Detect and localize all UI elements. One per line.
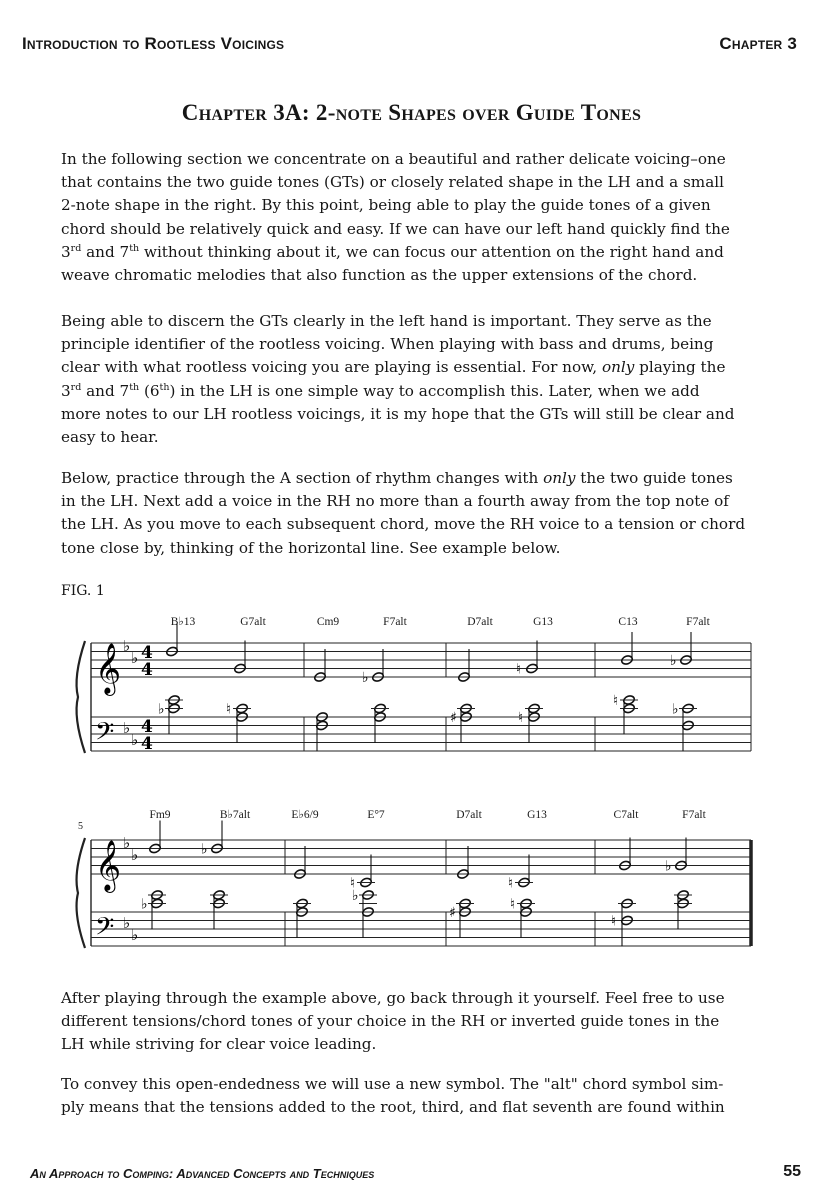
accidental: ♮ [516,661,522,678]
accidental: ♮ [226,701,232,718]
text-line: 2-note shape in the right. By this point, being able to play the guide tones of a given [61,196,711,215]
chord-symbol: E♭6/9 [291,809,319,821]
figure-label: FIG. 1 [61,583,105,599]
music-system [77,809,751,948]
key-signature-flat: ♭ [131,926,139,944]
text-line: clear with what rootless voicing you are playing is essential. For now, only playing the [61,358,726,377]
text-line: To convey this open-endedness we will use a new symbol. The "alt" chord symbol sim- [61,1075,724,1093]
music-system [77,616,751,754]
key-signature-flat: ♭ [123,637,131,655]
chord-symbol: G13 [527,809,547,821]
chord-symbol: G7alt [240,616,266,628]
accidental: ♮ [350,875,356,892]
footer-book-title: An Approach to Comping: Advanced Concepts and Techniques [30,1166,375,1181]
running-header-left: Introduction to Rootless Voicings [22,34,285,53]
time-signature: 4 [141,717,153,737]
chord-symbol: F7alt [686,616,710,628]
key-signature-flat: ♭ [123,834,131,852]
text-line: In the following section we concentrate on a beautiful and rather delicate voicing–one [61,150,726,168]
measure-number: 5 [78,821,83,832]
accidental: ♭ [158,701,165,718]
brace [77,838,85,948]
time-signature: 4 [141,643,153,663]
running-header-right: Chapter 3 [719,34,797,53]
key-signature-flat: ♭ [131,649,139,667]
chord-symbol: C13 [618,616,638,628]
chord-symbol: F7alt [682,809,706,821]
time-signature: 4 [141,734,153,754]
accidental: ♮ [613,693,619,709]
accidental: ♯ [449,905,456,921]
accidental: ♭ [670,653,677,669]
chord-symbol: B♭13 [170,616,196,628]
text-line: Being able to discern the GTs clearly in the left hand is important. They serve as the [61,312,712,330]
chord-symbol: G13 [533,616,553,628]
accidental: ♭ [672,701,679,718]
key-signature-flat: ♭ [131,846,139,864]
time-signature: 4 [141,660,153,680]
treble-clef: 𝄞 [95,643,122,694]
chord-symbol: Cm9 [316,616,340,628]
paragraph-5 [61,1073,761,1119]
accidental: ♭ [201,841,208,858]
text-line: ply means that the tensions added to the root, third, and flat seventh are found within [61,1098,725,1117]
chord-symbol: B♭7alt [219,809,251,821]
text-line: that contains the two guide tones (GTs) or closely related shape in the LH and a small [61,173,724,192]
text-line: easy to hear. [61,428,159,447]
accidental: ♭ [665,858,672,875]
paragraph-3 [61,467,761,560]
paragraph-2 [61,310,761,449]
text-line: more notes to our LH rootless voicings, it is my hope that the GTs will still be clear and [61,404,735,423]
text-line: 3rd and 7th without thinking about it, we can focus our attention on the right hand and [61,242,724,261]
paragraph-4 [61,987,761,1057]
page-number: 55 [783,1163,801,1180]
chapter-title: Chapter 3A: 2-note Shapes over Guide Tones [181,100,642,125]
chord-symbol: E°7 [367,809,385,821]
text-line: tone close by, thinking of the horizontal line. See example below. [61,538,561,557]
chord-symbol: C7alt [613,809,639,821]
text-line: LH while striving for clear voice leading. [61,1035,377,1054]
key-signature-flat: ♭ [123,914,131,932]
accidental: ♮ [510,896,516,913]
music-score-figure [0,600,823,975]
text-line: Below, practice through the A section of rhythm changes with only the two guide tones [61,469,733,487]
text-line: 3rd and 7th (6th) in the LH is one simple way to accomplish this. Later, when we add [61,381,700,400]
key-signature-flat: ♭ [131,731,139,749]
chord-symbol: F7alt [383,616,407,628]
accidental: ♭ [352,888,359,904]
text-line: different tensions/chord tones of your choice in the RH or inverted guide tones in the [61,1012,720,1031]
brace [77,641,85,753]
bass-clef: 𝄢 [95,912,115,948]
key-signature-flat: ♭ [123,719,131,737]
text-line: After playing through the example above, go back through it yourself. Feel free to use [61,989,725,1007]
chord-symbol: D7alt [467,616,493,628]
text-line: chord should be relatively quick and easy. If we can have our left hand quickly find the [61,219,730,238]
text-line: in the LH. Next add a voice in the RH no more than a fourth away from the top note of [61,492,729,511]
accidental: ♮ [611,913,617,930]
chord-symbol: D7alt [456,809,482,821]
accidental: ♮ [508,875,514,892]
bass-clef: 𝄢 [95,717,115,753]
chord-symbol: Fm9 [149,809,171,821]
text-line: weave chromatic melodies that also function as the upper extensions of the chord. [61,266,698,285]
accidental: ♭ [362,670,369,686]
text-line: the LH. As you move to each subsequent chord, move the RH voice to a tension or chord [61,515,746,534]
accidental: ♯ [450,710,457,726]
accidental: ♮ [518,710,524,726]
paragraph-1 [61,148,761,287]
accidental: ♭ [141,896,148,913]
text-line: principle identifier of the rootless voicing. When playing with bass and drums, being [61,335,714,354]
treble-clef: 𝄞 [95,840,122,891]
